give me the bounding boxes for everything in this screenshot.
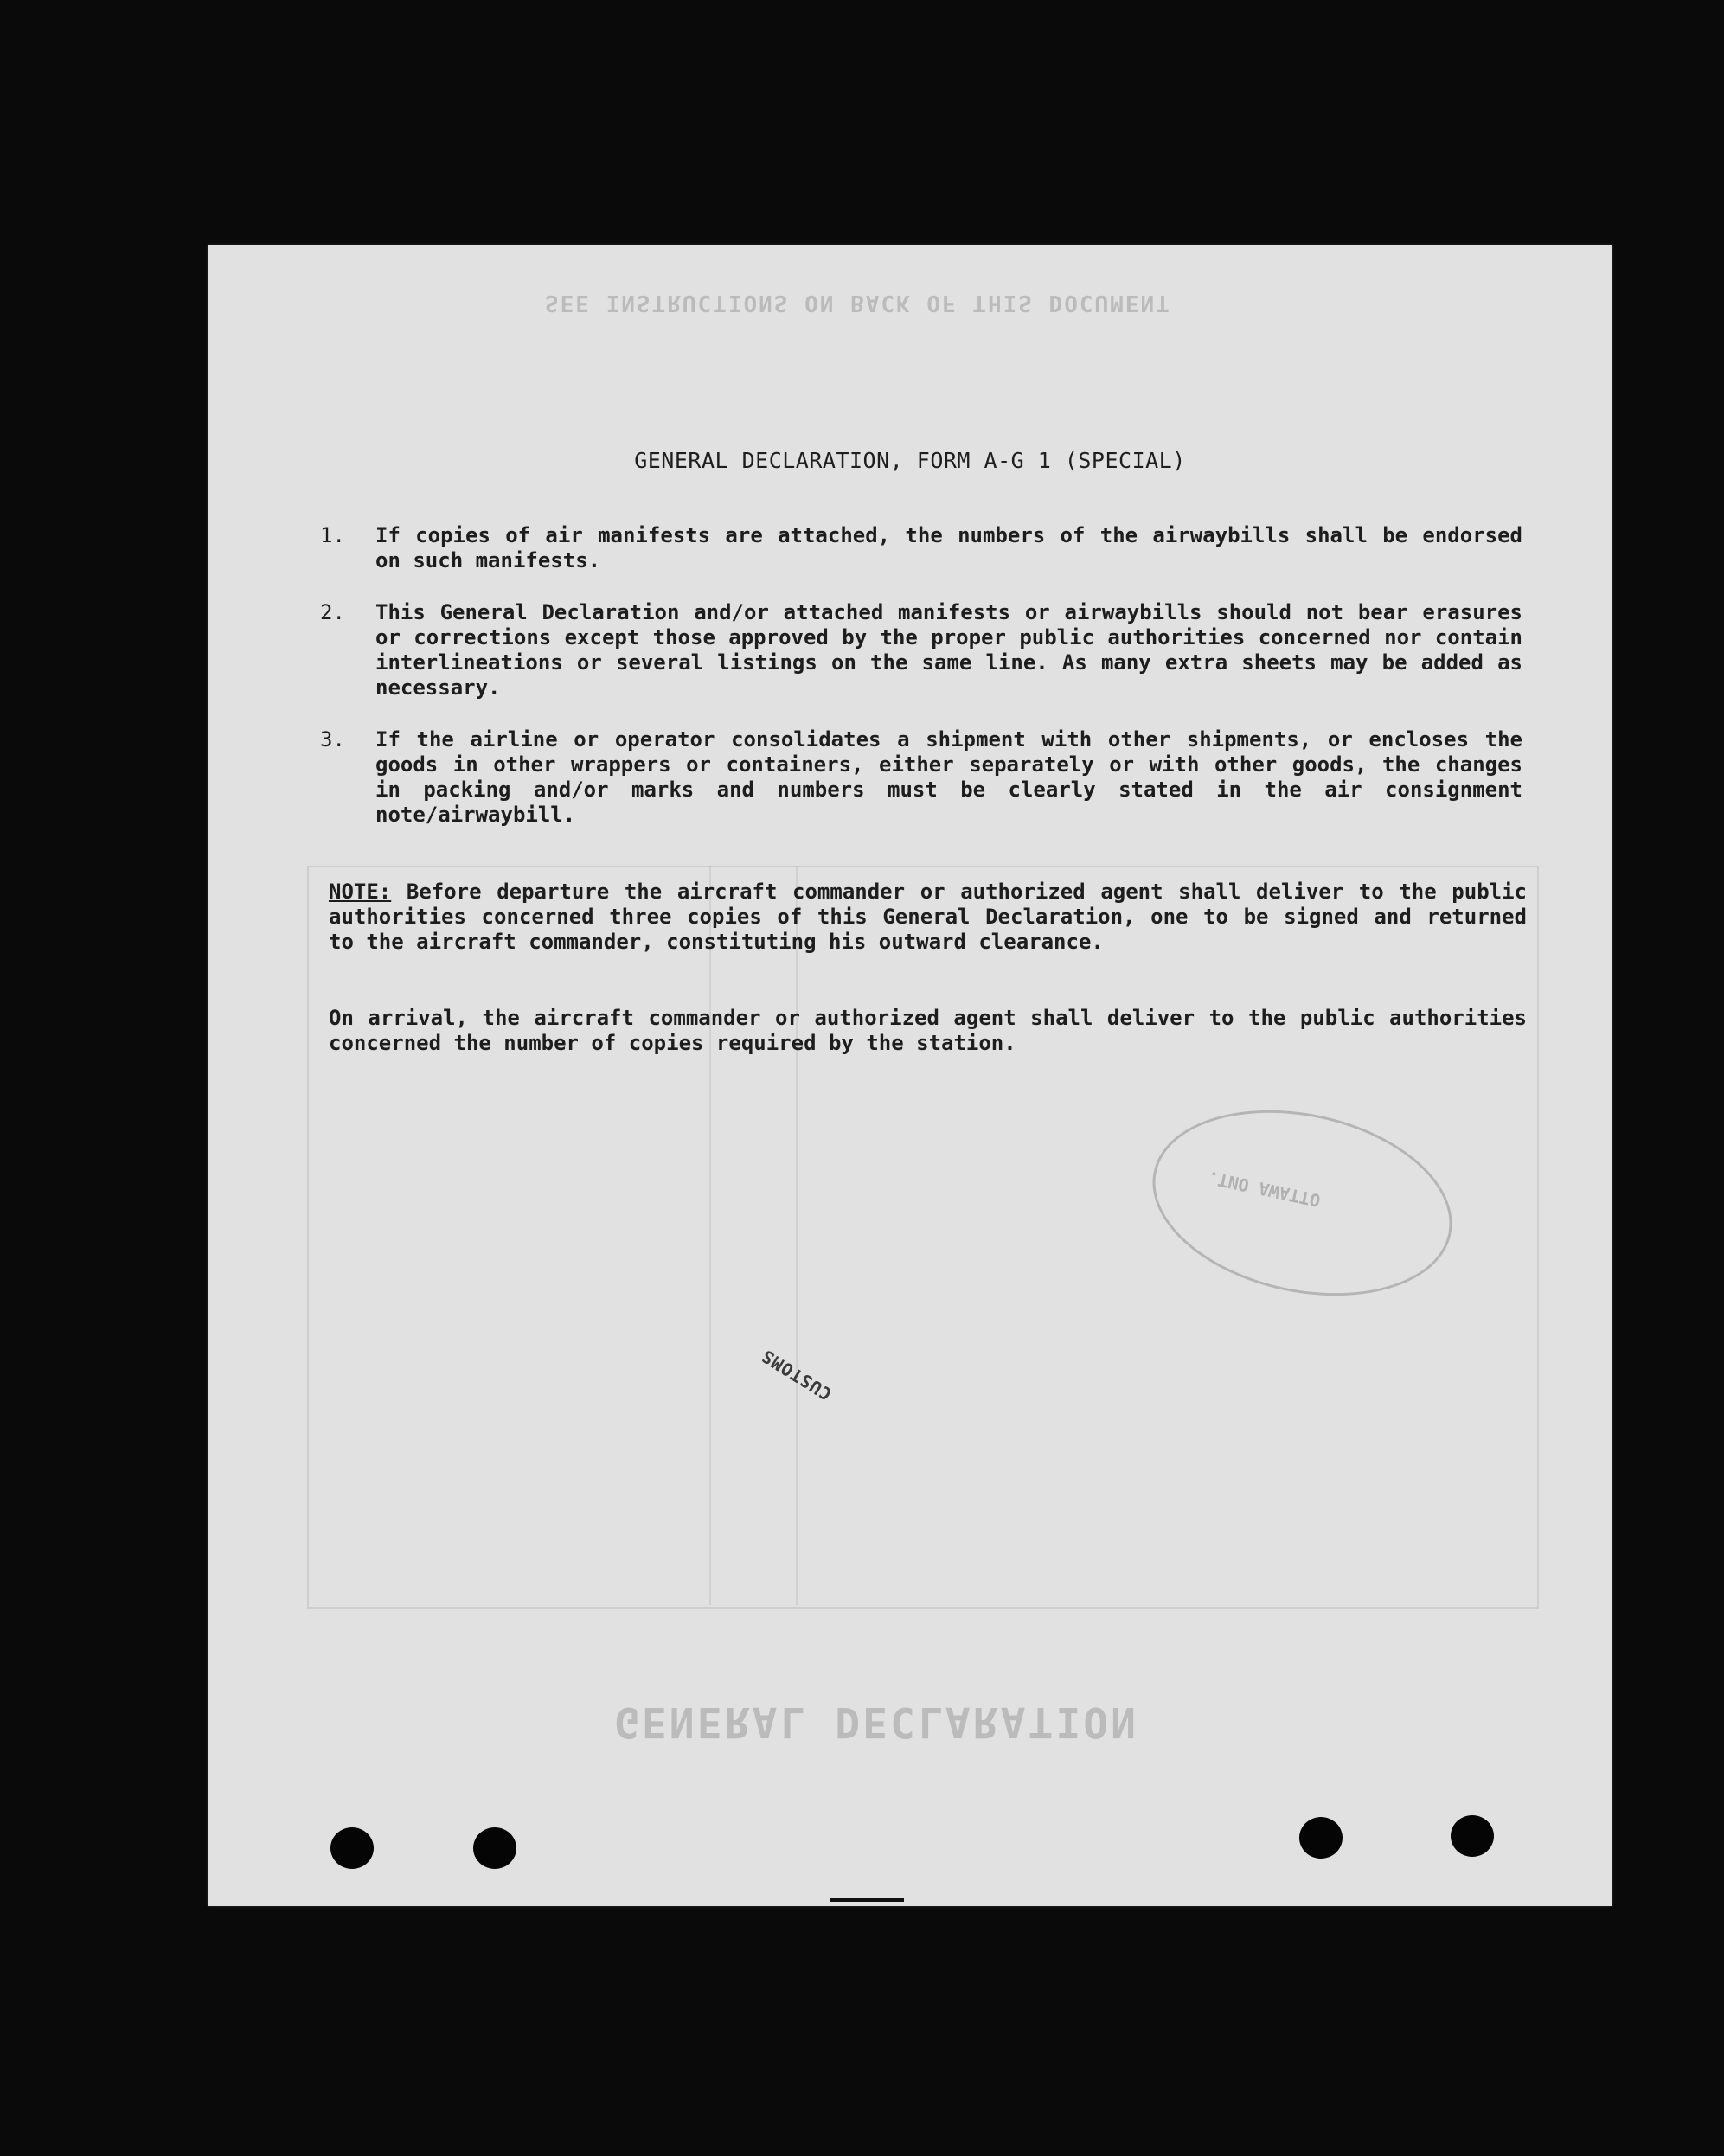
arrival-paragraph: On arrival, the aircraft commander or authorized agent shall deliver to the public authorities concerned the number of copies required by the station. <box>329 1006 1527 1055</box>
punch-hole <box>473 1827 516 1869</box>
show-through-top-text: SEE INSTRUCTIONS ON BACK OF THIS DOCUMENT <box>545 290 1171 316</box>
item-text: If copies of air manifests are attached, the numbers of the airwaybills shall be endorsed on such manifests. <box>375 523 1522 573</box>
document-title: GENERAL DECLARATION, FORM A-G 1 (SPECIAL) <box>634 448 1186 473</box>
punch-hole <box>1299 1817 1343 1859</box>
note-label: NOTE: <box>329 880 392 904</box>
punch-hole <box>1451 1815 1494 1857</box>
note-text: Before departure the aircraft commander or authorized agent shall deliver to the public authorities concerned three copies of this General Declaration, one to be signed and returned to the aircraft commander, constituting his outward clearance. <box>329 880 1527 954</box>
instruction-item-3 <box>320 727 1522 828</box>
instruction-item-2 <box>320 600 1522 701</box>
item-text: This General Declaration and/or attached manifests or airwaybills should not bear erasures or corrections except those approved by the proper public authorities concerned nor contain interlineations or several listings on the same line. As many extra sheets may be added as necessary. <box>375 600 1522 700</box>
item-text: If the airline or operator consolidates a shipment with other shipments, or encloses the goods in other wrappers or containers, either separately or with other goods, the changes in packing and/or marks and numbers must be clearly stated in the air consignment note/airwaybill. <box>375 727 1522 827</box>
show-through-heading: GENERAL DECLARATION <box>614 1698 1139 1746</box>
punch-hole <box>330 1827 374 1869</box>
item-number: 2. <box>320 600 345 624</box>
item-number: 1. <box>320 523 345 547</box>
item-number: 3. <box>320 727 345 752</box>
pencil-mark <box>830 1898 904 1902</box>
document-page <box>208 245 1612 1906</box>
show-through-divider <box>796 866 798 1605</box>
show-through-divider <box>709 866 711 1605</box>
instruction-item-1 <box>320 523 1522 573</box>
note-paragraph <box>329 880 1527 955</box>
customs-stamp-text: OTTAWA ONT. <box>1205 1167 1323 1212</box>
rotated-stamp-mark: CUSTOMS <box>757 1345 836 1405</box>
